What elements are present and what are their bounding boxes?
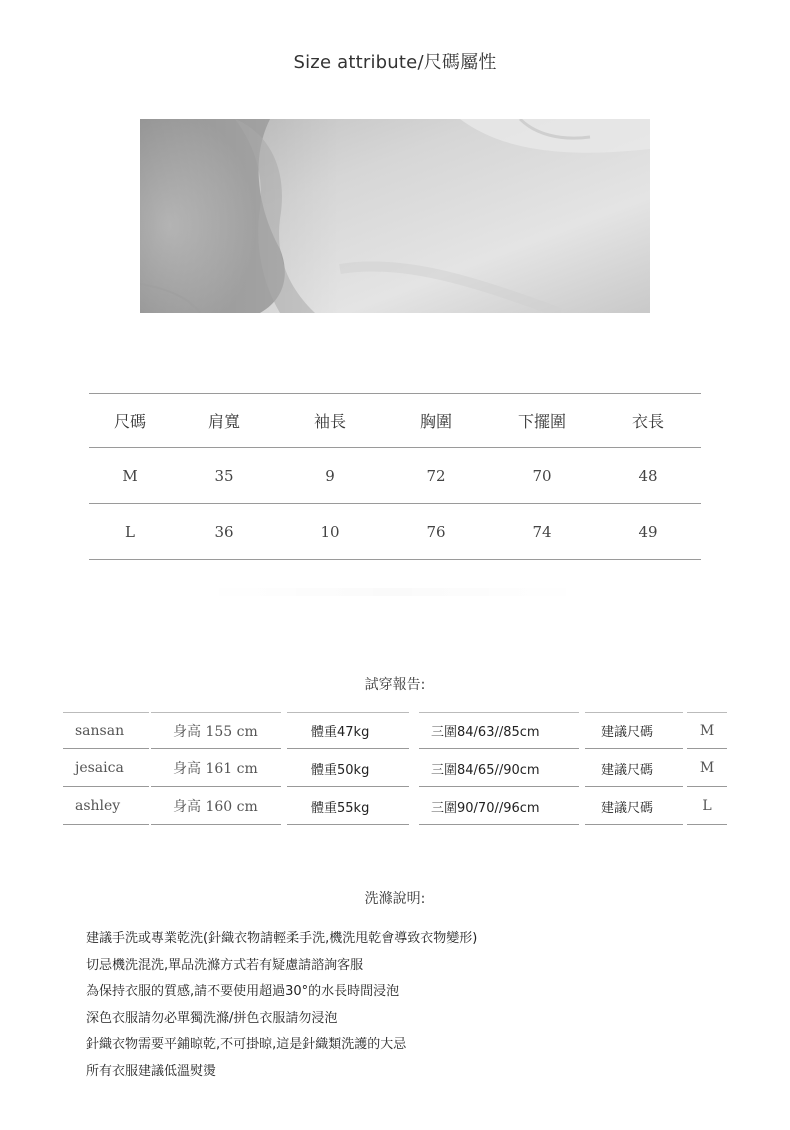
table-cell: 48 bbox=[595, 448, 701, 504]
tryon-height: 身高 160 cm bbox=[151, 788, 281, 825]
table-row bbox=[89, 448, 701, 504]
care-line: 針織衣物需要平鋪晾乾,不可掛晾,這是針織類洗護的大忌 bbox=[86, 1037, 407, 1053]
faint-divider bbox=[200, 588, 585, 596]
care-line: 為保持衣服的質感,請不要使用超過30°的水長時間浸泡 bbox=[86, 984, 400, 1000]
care-line: 建議手洗或專業乾洗(針織衣物請輕柔手洗,機洗甩乾會導致衣物變形) bbox=[86, 931, 478, 946]
tryon-name: sansan bbox=[63, 712, 149, 749]
care-heading: 洗滌說明: bbox=[364, 891, 426, 907]
tryon-measurements: 三圍90/70//96cm bbox=[419, 788, 579, 825]
table-cell: L bbox=[89, 504, 171, 560]
size-table-header bbox=[89, 394, 701, 448]
table-cell: 9 bbox=[277, 448, 383, 504]
tryon-size: L bbox=[687, 788, 727, 825]
table-cell: 76 bbox=[383, 504, 489, 560]
tryon-size: M bbox=[687, 712, 727, 749]
table-cell: 70 bbox=[489, 448, 595, 504]
page-title: Size attribute/尺碼屬性 bbox=[293, 52, 497, 73]
tryon-name: ashley bbox=[63, 788, 149, 825]
table-cell: M bbox=[89, 448, 171, 504]
header-hem: 下擺圍 bbox=[489, 394, 595, 448]
table-cell: 10 bbox=[277, 504, 383, 560]
tryon-measurements: 三圍84/63//85cm bbox=[419, 712, 579, 749]
header-size: 尺碼 bbox=[89, 394, 171, 448]
tryon-name: jesaica bbox=[63, 750, 149, 787]
care-line: 切忌機洗混洗,單品洗滌方式若有疑慮請諮詢客服 bbox=[86, 957, 364, 973]
header-chest: 胸圍 bbox=[383, 394, 489, 448]
care-line: 所有衣服建議低溫熨燙 bbox=[86, 1063, 217, 1079]
tryon-measurements: 三圍84/65//90cm bbox=[419, 750, 579, 787]
tryon-height: 身高 161 cm bbox=[151, 750, 281, 787]
tryon-row bbox=[63, 712, 727, 750]
tryon-recommend-label: 建議尺碼 bbox=[585, 788, 683, 825]
tryon-report-table bbox=[63, 712, 727, 826]
table-cell: 35 bbox=[171, 448, 277, 504]
table-cell: 72 bbox=[383, 448, 489, 504]
header-sleeve: 袖長 bbox=[277, 394, 383, 448]
table-cell: 49 bbox=[595, 504, 701, 560]
tryon-size: M bbox=[687, 750, 727, 787]
tryon-heading: 試穿報告: bbox=[364, 677, 426, 693]
size-chart-table bbox=[89, 393, 701, 560]
table-cell: 74 bbox=[489, 504, 595, 560]
tryon-weight: 體重47kg bbox=[287, 712, 409, 749]
tryon-weight: 體重50kg bbox=[287, 750, 409, 787]
tryon-weight: 體重55kg bbox=[287, 788, 409, 825]
tryon-row bbox=[63, 750, 727, 788]
table-cell: 36 bbox=[171, 504, 277, 560]
table-row bbox=[89, 504, 701, 560]
tryon-recommend-label: 建議尺碼 bbox=[585, 712, 683, 749]
tryon-height: 身高 155 cm bbox=[151, 712, 281, 749]
header-length: 衣長 bbox=[595, 394, 701, 448]
care-line: 深色衣服請勿必單獨洗滌/拼色衣服請勿浸泡 bbox=[86, 1010, 338, 1026]
care-instructions bbox=[86, 926, 706, 1086]
fabric-closeup-image bbox=[140, 119, 650, 313]
tryon-row bbox=[63, 788, 727, 826]
tryon-recommend-label: 建議尺碼 bbox=[585, 750, 683, 787]
header-shoulder: 肩寬 bbox=[171, 394, 277, 448]
